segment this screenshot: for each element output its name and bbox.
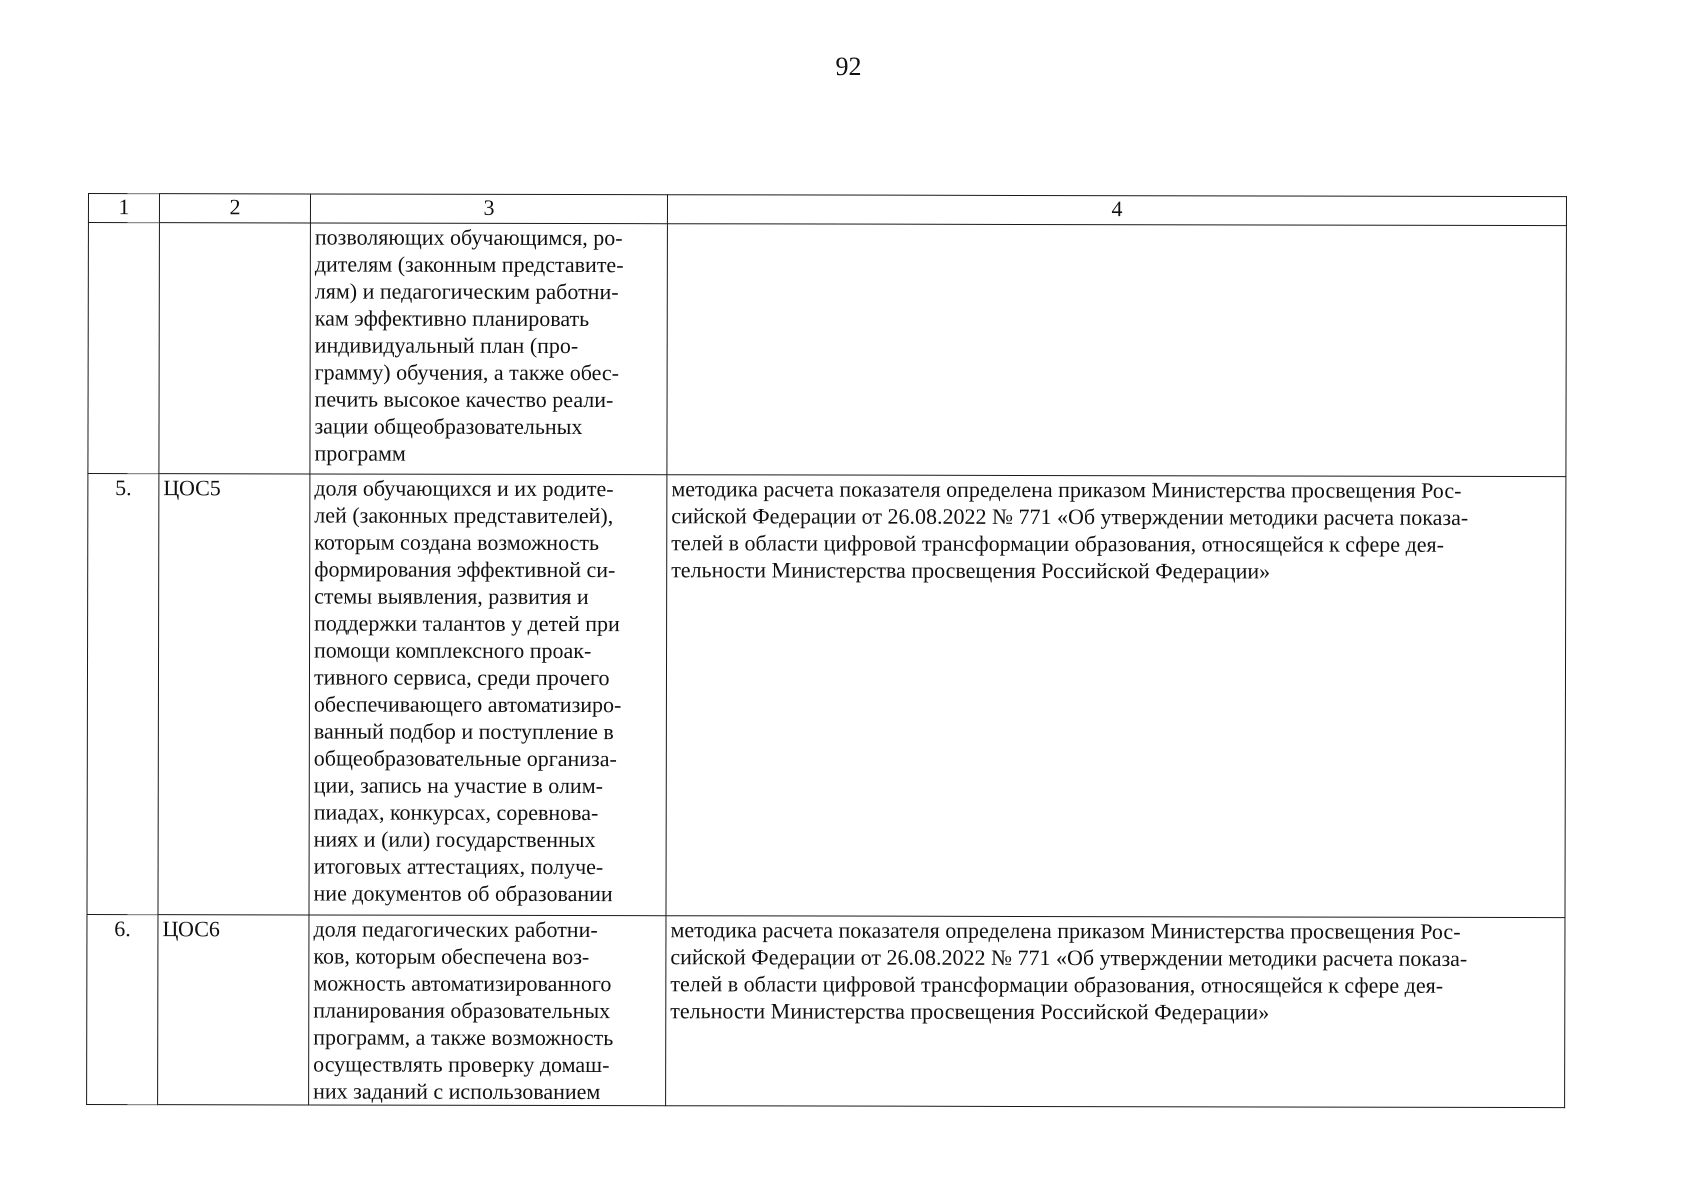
description-line: общеобразовательные организа- (313, 745, 617, 772)
description-line: помощи комплексного проак- (314, 637, 592, 664)
description-line: программ, а также возможность (313, 1024, 614, 1051)
column-header-2: 2 (159, 194, 310, 223)
table-row (88, 223, 1567, 477)
description-line: ков, которым обеспечена воз- (313, 943, 590, 970)
methodology-line: тельности Министерства просвещения Российской Федерации» (670, 998, 1270, 1025)
description-line: планирования образовательных (313, 997, 611, 1024)
indicator-code-cell: ЦОС6 (158, 915, 309, 1105)
description-line: которым создана возможность (314, 529, 600, 556)
description-line: обеспечивающего автоматизиро- (313, 691, 622, 718)
description-line: ции, запись на участие в олим- (313, 772, 604, 799)
description-line: ние документов об образовании (313, 880, 613, 907)
description-line: тивного сервиса, среди прочего (313, 664, 610, 691)
indicator-description-cell (310, 223, 668, 475)
table-row (87, 474, 1566, 918)
description-line: зации общеобразовательных (314, 413, 583, 440)
description-line: них заданий с использованием (313, 1078, 601, 1105)
methodology-cell (667, 224, 1567, 477)
description-line: дителям (законным представите- (314, 251, 624, 278)
description-line: доля обучающихся и их родите- (314, 475, 614, 502)
column-header-1: 1 (88, 194, 159, 223)
description-line: позволяющих обучающимся, ро- (314, 224, 623, 251)
table-header-row (88, 194, 1566, 226)
indicator-description-cell (309, 474, 667, 916)
row-number-cell: 5. (87, 474, 159, 915)
page-number: 92 (835, 52, 862, 81)
description-line: итоговых аттестациях, получе- (313, 853, 604, 880)
description-line: формирования эффективной си- (314, 556, 616, 583)
methodology-line: сийской Федерации от 26.08.2022 № 771 «Об утверждении методики расчета показа- (671, 503, 1469, 530)
row-number-cell (88, 223, 160, 474)
description-line: кам эффективно планировать (314, 305, 590, 332)
description-line: программ (314, 440, 406, 466)
indicator-code-cell: ЦОС5 (158, 474, 310, 915)
methodology-line: методика расчета показателя определена приказом Министерства просвещения Рос- (670, 917, 1461, 944)
description-line: грамму) обучения, а также обес- (314, 359, 620, 386)
row-number-cell: 6. (87, 914, 158, 1104)
description-line: поддержки талантов у детей при (314, 610, 620, 637)
description-line: индивидуальный план (про- (314, 332, 579, 359)
methodology-line: тельности Министерства просвещения Российской Федерации» (671, 557, 1271, 584)
methodology-cell (666, 916, 1565, 1108)
methodology-line: телей в области цифровой трансформации образования, относящейся к сфере дея- (671, 530, 1445, 557)
description-line: ниях и (или) государственных (313, 826, 596, 853)
methodology-line: телей в области цифровой трансформации образования, относящейся к сфере дея- (670, 971, 1444, 998)
table-row (87, 914, 1565, 1107)
description-line: можность автоматизированного (313, 970, 612, 997)
methodology-line: методика расчета показателя определена приказом Министерства просвещения Рос- (671, 476, 1462, 503)
description-line: печить высокое качество реали- (314, 386, 614, 413)
description-line: осуществлять проверку домаш- (313, 1051, 610, 1078)
column-header-3: 3 (310, 194, 667, 224)
description-line: ванный подбор и поступление в (313, 718, 614, 745)
methodology-cell (666, 475, 1566, 918)
indicator-table (86, 193, 1567, 1108)
column-header-4: 4 (667, 195, 1566, 226)
description-line: доля педагогических работни- (313, 916, 598, 943)
indicator-code-cell (159, 223, 311, 474)
description-line: лей (законных представителей), (314, 502, 614, 529)
indicator-description-cell (309, 915, 666, 1106)
description-line: лям) и педагогическим работни- (314, 278, 619, 305)
description-line: пиадах, конкурсах, соревнова- (313, 799, 599, 826)
methodology-line: сийской Федерации от 26.08.2022 № 771 «Об утверждении методики расчета показа- (670, 944, 1468, 971)
description-line: стемы выявления, развития и (314, 583, 589, 610)
